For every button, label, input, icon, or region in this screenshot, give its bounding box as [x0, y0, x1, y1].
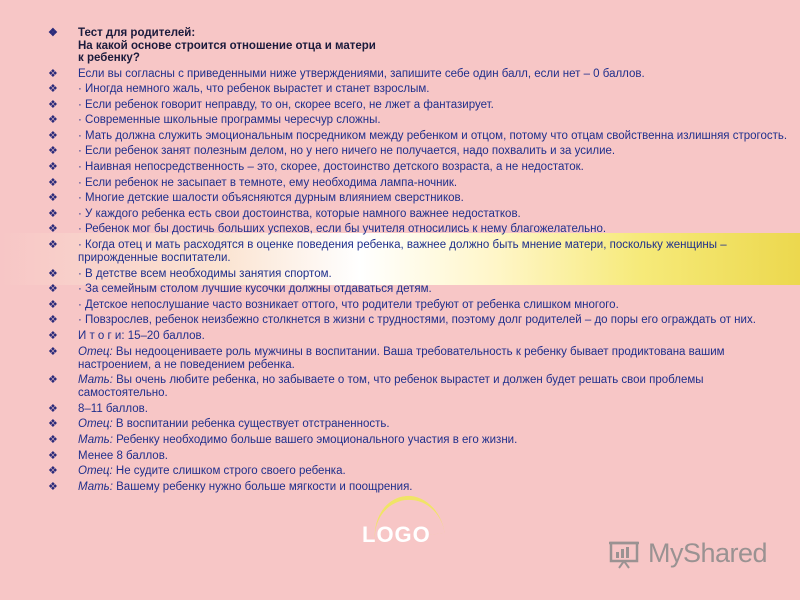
diamond-bullet-icon: ❖: [48, 267, 58, 280]
parent-role-label: Мать:: [78, 480, 113, 493]
watermark-text: MyShared: [648, 537, 768, 568]
diamond-bullet-icon: ❖: [48, 239, 58, 252]
parent-role-label: Отец:: [78, 465, 113, 478]
list-item: [48, 145, 788, 158]
list-item: [48, 130, 788, 143]
list-item: [48, 223, 788, 236]
list-item-text: [78, 192, 788, 205]
list-item-text: [78, 208, 788, 221]
diamond-bullet-icon: ❖: [48, 402, 58, 415]
diamond-bullet-icon: ❖: [48, 223, 58, 236]
list-item: [48, 161, 788, 174]
list-item-text: [78, 223, 788, 236]
list-item-text: [78, 403, 788, 416]
diamond-bullet-icon: ❖: [48, 330, 58, 342]
diamond-bullet-icon: ❖: [48, 314, 58, 327]
title-text: [78, 27, 788, 65]
diamond-bullet-icon: ❖: [48, 480, 58, 493]
parent-role-label: Мать:: [78, 433, 113, 446]
parent-role-label: Мать:: [78, 374, 113, 387]
list-item-text: [78, 299, 788, 312]
item-body-text: · Если ребенок не засыпает в темноте, ему необходима лампа-ночник.: [78, 176, 458, 189]
diamond-bullet-icon: ❖: [48, 192, 58, 205]
diamond-bullet-icon: ❖: [48, 374, 58, 387]
list-item-text: [78, 465, 788, 478]
list-item: [48, 99, 788, 112]
list-item: [48, 192, 788, 205]
list-item: [48, 314, 788, 327]
item-body-text: · Если ребенок занят полезным делом, но у него ничего не получается, надо похвалить и за усилие.: [78, 145, 616, 158]
list-item-text: [78, 99, 788, 112]
list-item-text: [78, 283, 788, 296]
diamond-bullet-icon: ❖: [48, 207, 58, 220]
title-line: Тест для родителей:: [78, 27, 196, 39]
list-item: [48, 68, 788, 81]
list-item: [48, 374, 788, 400]
diamond-bullet-icon: ❖: [48, 345, 58, 358]
list-item-text: [78, 481, 788, 494]
slide-title: [48, 27, 788, 65]
item-body-text: · Детское непослушание часто возникает оттого, что родители требуют от ребенка слишком многого.: [78, 298, 619, 311]
diamond-bullet-icon: ❖: [48, 67, 58, 80]
diamond-bullet-icon: ❖: [48, 418, 58, 431]
logo: LOGO: [362, 522, 431, 547]
list-item-text: [78, 130, 788, 143]
item-body-text: Ребенку необходимо больше вашего эмоционального участия в его жизни.: [112, 433, 518, 446]
diamond-bullet-icon: ❖: [48, 161, 58, 174]
title-line: На какой основе строится отношение отца и матери: [78, 39, 376, 52]
item-body-text: 8–11 баллов.: [78, 402, 148, 415]
item-body-text: · За семейным столом лучшие кусочки должны отдаваться детям.: [78, 283, 432, 296]
list-item-text: [78, 268, 788, 281]
diamond-bullet-icon: ❖: [48, 465, 58, 478]
item-body-text: · Ребенок мог бы достичь больших успехов, если бы учителя относились к нему благожелательно.: [78, 223, 607, 236]
item-body-text: · Наивная непосредственность – это, скорее, достоинство детского возраста, а не недостаток.: [78, 161, 584, 174]
diamond-bullet-icon: ❖: [48, 83, 58, 96]
diamond-bullet-icon: ❖: [48, 98, 58, 111]
list-item-text: [78, 68, 788, 81]
list-item: [48, 450, 788, 463]
item-body-text: Менее 8 баллов.: [78, 449, 169, 462]
list-item-text: [78, 314, 788, 327]
diamond-bullet-icon: ❖: [48, 114, 58, 127]
item-body-text: Вы очень любите ребенка, но забываете о том, что ребенок вырастет и должен будет решать свои проблемы самостоятельно.: [78, 374, 704, 400]
item-body-text: · Мать должна служить эмоциональным посредником между ребенком и отцом, потому что отцам свойственна излишняя строгость.: [78, 129, 788, 142]
list-item: [48, 434, 788, 447]
item-body-text: Вашему ребенку нужно больше мягкости и поощрения.: [112, 480, 413, 493]
title-line: к ребенку?: [78, 52, 140, 64]
item-body-text: · Современные школьные программы чересчур сложны.: [78, 114, 381, 127]
list-item: [48, 299, 788, 312]
list-item-text: [78, 83, 788, 96]
list-item-text: [78, 239, 788, 265]
list-item: [48, 283, 788, 296]
myshared-watermark: [608, 536, 767, 570]
list-item: [48, 346, 788, 372]
diamond-bullet-icon: ❖: [48, 298, 58, 311]
diamond-bullet-icon: ❖: [48, 176, 58, 189]
diamond-bullet-icon: ❖: [48, 283, 58, 296]
list-item-text: [78, 374, 788, 400]
item-body-text: · Повзрослев, ребенок неизбежно столкнется в жизни с трудностями, поэтому долг родителей – до поры его ограждать от них.: [78, 314, 756, 327]
item-body-text: Если вы согласны с приведенными ниже утверждениями, запишите себе один балл, если нет – 0 баллов.: [78, 67, 645, 80]
list-item-text: [78, 161, 788, 174]
list-item: [48, 208, 788, 221]
presentation-board-icon: [608, 537, 644, 569]
bullet-list: [48, 68, 788, 494]
list-item-text: [78, 114, 788, 127]
parent-role-label: Отец:: [78, 345, 113, 358]
list-item-text: [78, 434, 788, 447]
list-item: [48, 330, 788, 343]
item-body-text: Не судите слишком строго своего ребенка.: [112, 465, 346, 478]
item-body-text: В воспитании ребенка существует отстраненность.: [112, 418, 390, 431]
list-item-text: [78, 346, 788, 372]
item-body-text: Вы недооцениваете роль мужчины в воспитании. Ваша требовательность к ребенку бывает продиктована вашим настроением, а не поведением ребенка.: [78, 345, 725, 371]
list-item-text: [78, 330, 788, 343]
list-item: [48, 177, 788, 190]
item-body-text: И т о г и: 15–20 баллов.: [78, 330, 205, 342]
diamond-bullet-icon: ❖: [48, 145, 58, 158]
parent-role-label: Отец:: [78, 418, 113, 431]
item-body-text: · Многие детские шалости объясняются дурным влиянием сверстников.: [78, 192, 464, 205]
list-item: [48, 239, 788, 265]
list-item: [48, 403, 788, 416]
diamond-bullet-icon: ❖: [48, 449, 58, 462]
item-body-text: · Когда отец и мать расходятся в оценке поведения ребенка, важнее должно быть мнение матери, поскольку женщины – прирожденные воспитатели.: [78, 239, 727, 265]
item-body-text: · Иногда немного жаль, что ребенок вырастет и станет взрослым.: [78, 83, 430, 96]
list-item-text: [78, 450, 788, 463]
diamond-bullet-icon: ❖: [48, 129, 58, 142]
list-item: [48, 418, 788, 431]
list-item-text: [78, 177, 788, 190]
list-item: [48, 268, 788, 281]
list-item: [48, 114, 788, 127]
slide-content: [48, 27, 788, 496]
list-item: [48, 465, 788, 478]
item-body-text: · Если ребенок говорит неправду, то он, скорее всего, не лжет а фантазирует.: [78, 98, 494, 111]
diamond-bullet-icon: ❖: [48, 27, 58, 39]
list-item-text: [78, 145, 788, 158]
item-body-text: · В детстве всем необходимы занятия спортом.: [78, 267, 332, 280]
item-body-text: · У каждого ребенка есть свои достоинства, которые намного важнее недостатков.: [78, 207, 521, 220]
diamond-bullet-icon: ❖: [48, 433, 58, 446]
list-item-text: [78, 418, 788, 431]
list-item: [48, 481, 788, 494]
list-item: [48, 83, 788, 96]
